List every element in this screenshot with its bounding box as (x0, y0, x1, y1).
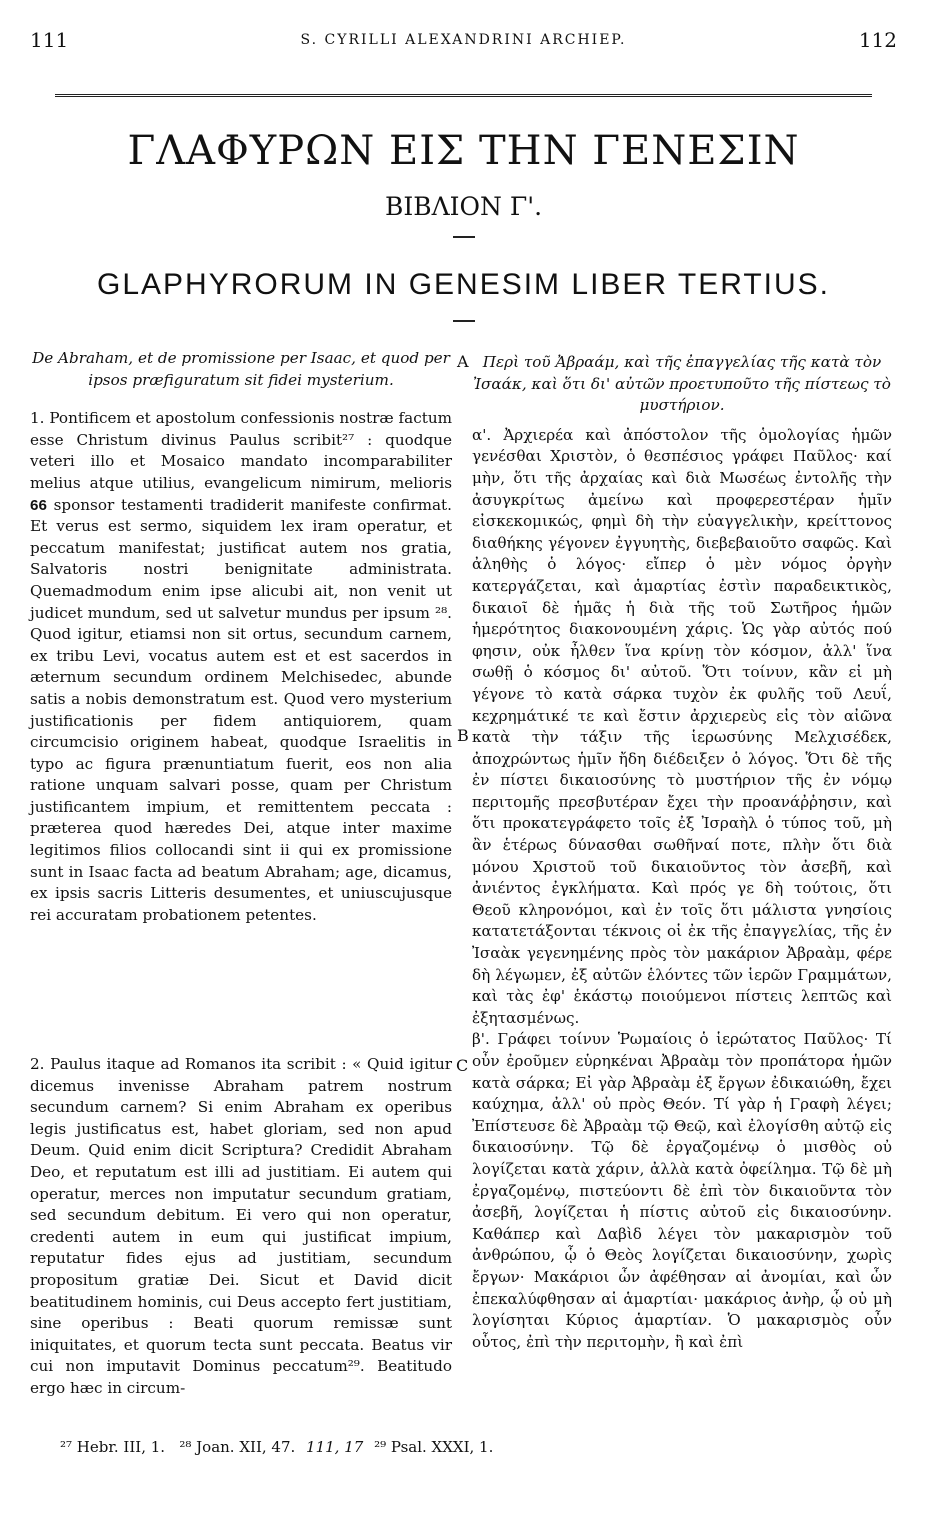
latin-paragraph-1: 1. Pontificem et apostolum confessionis nostræ factum esse Christum divinus Paulus scribit²⁷ : quodque veteri illo et Mosaico mandato incomparabiliter melius atque utilius, evangelicum nimirum, melioris 66 sponsor testamenti tradiderit manifeste confirmat. Et verus est sermo, siquidem lex iram operatur, et peccatum manifestat; justificat autem nos gratia, Salvatoris nostri benignitate administrata. Quemadmodum enim ipse alicubi ait, non venit ut judicet mundum, sed ut salvetur mundus per ipsum ²⁸. Quod igitur, etiamsi non sit ortus, secundum carnem, ex tribu Levi, vocatus autem est et est sacerdos in æternum secundum ordinem Melchisedec, abunde satis a nobis demonstratum est. Quod vero mysterium justificationis per fidem antiquiorem, quam circumcisio originem habeat, quodque Israelitis in typo ac figura prænuntiatum fuerit, eos non alia ratione unquam salvari posse, quam per Christum justificantem impium, et remittentem peccata : præterea quod hæredes Dei, atque inter maxime legitimos filios collocandi sint ii qui ex promissione sunt in Isaac facta ad beatum Abraham; age, dicamus, ex ipsis sacris Litteris desumentes, et uniuscujusque rei accuratam probationem petentes. (30, 409, 452, 924)
greek-subtitle: ΒΙΒΛΙΟΝ Γ'. (384, 192, 543, 221)
section-marker-a: A (457, 352, 469, 371)
margin-number: 66 (30, 496, 47, 514)
greek-column (472, 352, 892, 1353)
header-rule (55, 94, 872, 97)
title-divider (453, 320, 475, 322)
greek-paragraph-1: α'. Ἀρχιερέα καὶ ἀπόστολον τῆς ὁμολογίας ἡμῶν γενέσθαι Χριστὸν, ὁ θεσπέσιος γράφει Παῦλος· καί μὴν, ὅτι τῆς ἀρχαίας καὶ διὰ Μωσέως ἐντολῆς τὴν ἀσυγκρίτως ἀμείνω καὶ προφερεστέραν ἡμῖν εἰσκεκομικώς, φημὶ δὴ τὴν εὐαγγελικὴν, κρείττονος διαθήκης γέγονεν ἐγγυητὴς, διεβεβαιοῦτο σαφῶς. Καὶ ἀληθὴς ὁ λόγος· εἴπερ ὁ μὲν νόμος ὀργὴν κατεργάζεται, καὶ ἁμαρτίας ἐστὶν παραδεικτικὸς, δικαιοῖ δὲ ἡμᾶς ἡ διὰ τῆς τοῦ Σωτῆρος ἡμῶν ἡμερότητος διακονουμένη χάρις. Ὡς γὰρ αὐτός πού φησιν, οὐκ ἦλθεν ἵνα κρίνῃ τὸν κόσμον, ἀλλ' ἵνα σωθῇ ὁ κόσμος δι' αὐτοῦ. Ὅτι τοίνυν, κἂν εἰ μὴ γέγονε τὸ κατὰ σάρκα τυχὸν ἐκ φυλῆς τοῦ Λευΐ, κεχρημάτικέ τε καὶ ἔστιν ἀρχιερεὺς εἰς τὸν αἰῶνα κατὰ τὴν τάξιν τῆς ἱερωσύνης Μελχισέδεκ, ἀποχρώντως ἡμῖν ἤδη διέδειξεν ὁ λόγος. Ὅτι δὲ τῆς ἐν πίστει δικαιοσύνης τὸ μυστήριον τῆς ἐν νόμῳ περιτομῆς πρεσβυτέραν ἔχει τὴν προανάῤῥησιν, καὶ ὅτι προκατεγράφετο τοῖς ἐξ Ἰσραὴλ ὁ τύπος τοῦ, μὴ ἂν ἑτέρως δύνασθαι σωθῆναί ποτε, πλὴν ὅτι διὰ μόνου Χριστοῦ τοῦ δικαιοῦντος τὸν ἀσεβῆ, καὶ ἀνιέντος ἐγκλήματα. Καὶ πρός γε δὴ τούτοις, ὅτι Θεοῦ κληρονόμοι, καὶ ἐν τοῖς ὅτι μάλιστα γνησίοις κατατετάξονται τέκνοις οἱ ἐκ τῆς ἐπαγγελίας, τῆς ἐν Ἰσαὰκ γεγενημένης πρὸς τὸν μακάριον Ἀβραὰμ, φέρε δὴ λέγωμεν, ἐξ αὐτῶν ἑλόντες τῶν ἱερῶν Γραμμάτων, καὶ τὰς ἐφ' ἑκάστῳ ποιούμενοι πίστεις λεπτῶς καὶ ἐξητασμένως. (472, 425, 892, 1027)
latin-column (30, 348, 452, 926)
section-marker-c: C (456, 1056, 469, 1075)
greek-title: ΓΛΑΦΥΡΩΝ ΕΙΣ ΤΗΝ ΓΕΝΕΣΙΝ (127, 128, 800, 174)
running-header (30, 28, 897, 58)
page-number-left: 111 (30, 28, 69, 52)
greek-summary: Περὶ τοῦ Ἀβραάμ, καὶ τῆς ἐπαγγελίας τῆς κατὰ τὸν Ἰσαάκ, καὶ ὅτι δι' αὐτῶν προετυποῦτο τῆς πίστεως τὸ μυστήριον. (473, 353, 891, 415)
handwritten-note: 111, 17 (306, 1438, 364, 1456)
title-divider (453, 236, 475, 238)
footnote-29: ²⁹ Psal. XXXI, 1. (374, 1438, 494, 1456)
latin-title: GLAPHYRORUM IN GENESIM LIBER TERTIUS. (96, 268, 831, 301)
latin-paragraph-2: 2. Paulus itaque ad Romanos ita scribit : « Quid igitur dicemus invenisse Abraham patrem nostrum secundum carnem? Si enim Abraham ex operibus legis justificatus est, habet gloriam, sed non apud Deum. Quid enim dicit Scriptura? Credidit Abraham Deo, et reputatum est illi ad justitiam. Ei autem qui operatur, merces non imputatur secundum gratiam, sed secundum debitum. Ei vero qui non operatur, credenti autem in eum qui justificat impium, reputatur fides ejus ad justitiam, secundum propositum gratiæ Dei. Sicut et David dicit beatitudinem hominis, cui Deus accepto fert justitiam, sine operibus : Beati quorum remissæ sunt iniquitates, et quorum tecta sunt peccata. Beatus vir cui non imputavit Dominus peccatum²⁹. Beatitudo ergo hæc in circum- (30, 1055, 452, 1397)
footnote-28: ²⁸ Joan. XII, 47. (179, 1438, 296, 1456)
section-marker-b: B (457, 726, 469, 745)
latin-column-2 (30, 1054, 452, 1400)
footnotes (60, 1438, 493, 1456)
running-title: S. CYRILLI ALEXANDRINI ARCHIEP. (300, 32, 627, 48)
page-number-right: 112 (858, 28, 897, 52)
footnote-27: ²⁷ Hebr. III, 1. (60, 1438, 166, 1456)
latin-summary: De Abraham, et de promissione per Isaac, et quod per ipsos præfiguratum sit fidei mysterium. (32, 349, 450, 389)
greek-paragraph-2: β'. Γράφει τοίνυν Ῥωμαίοις ὁ ἱερώτατος Παῦλος· Τί οὖν ἐροῦμεν εὑρηκέναι Ἀβραὰμ τὸν προπάτορα ἡμῶν κατὰ σάρκα; Εἰ γὰρ Ἀβραὰμ ἐξ ἔργων ἐδικαιώθη, ἔχει καύχημα, ἀλλ' οὐ πρὸς Θεόν. Τί γὰρ ἡ Γραφὴ λέγει; Ἐπίστευσε δὲ Ἀβραὰμ τῷ Θεῷ, καὶ ἐλογίσθη αὐτῷ εἰς δικαιοσύνην. Τῷ δὲ ἐργαζομένῳ ὁ μισθὸς οὐ λογίζεται κατὰ χάριν, ἀλλὰ κατὰ ὀφείλημα. Τῷ δὲ μὴ ἐργαζομένῳ, πιστεύοντι δὲ ἐπὶ τὸν δικαιοῦντα τὸν ἀσεβῆ, λογίζεται ἡ πίστις αὐτοῦ εἰς δικαιοσύνην. Καθάπερ καὶ Δαβὶδ λέγει τὸν μακαρισμὸν τοῦ ἀνθρώπου, ᾧ ὁ Θεὸς λογίζεται δικαιοσύνην, χωρὶς ἔργων· Μακάριοι ὧν ἀφέθησαν αἱ ἀνομίαι, καὶ ὧν ἐπεκαλύφθησαν αἱ ἁμαρτίαι· μακάριος ἀνὴρ, ᾧ οὐ μὴ λογίσηται Κύριος ἁμαρτίαν. Ὁ μακαρισμὸς οὖν οὗτος, ἐπὶ τὴν περιτομὴν, ἢ καὶ ἐπὶ (472, 1030, 892, 1351)
